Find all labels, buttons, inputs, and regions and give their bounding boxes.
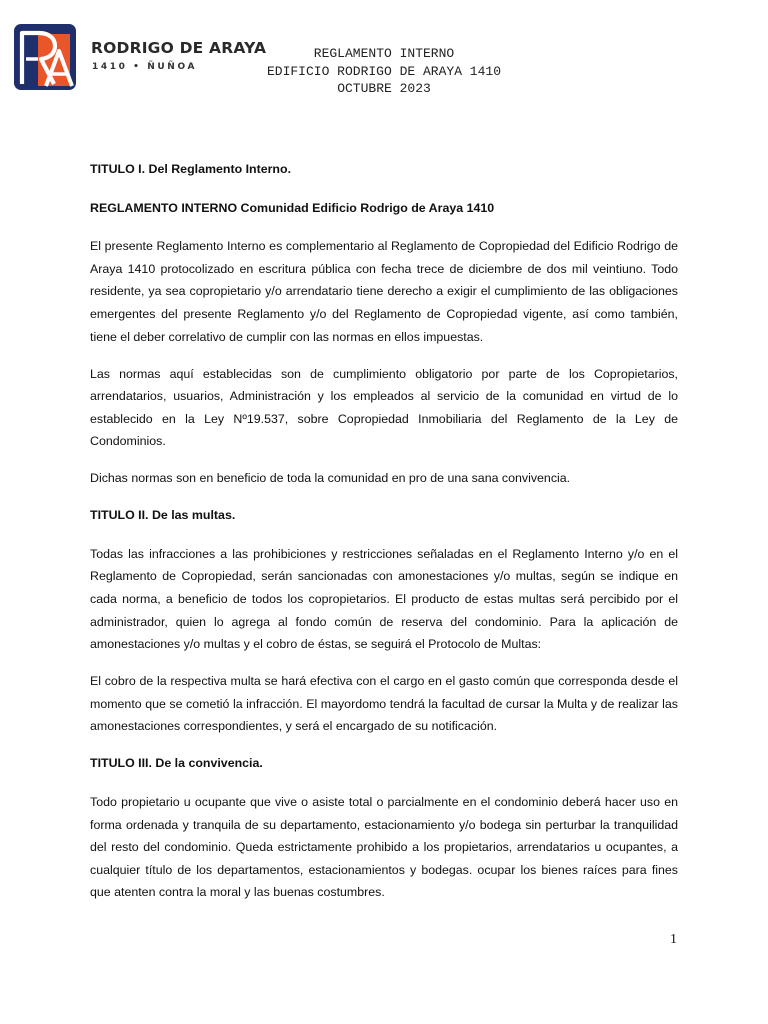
section-heading-titulo-1: TITULO I. Del Reglamento Interno. — [90, 162, 292, 176]
brand-subtitle: 1410 • ÑUÑOA — [92, 62, 198, 72]
paragraph-5: El cobro de la respectiva multa se hará efectiva con el cargo en el gasto común que corresponda desde el momento que se cometió la infracción. El mayordomo tendrá la facultad de cursar la Multa y de realizar las amonestaciones correspondientes, y será el encargado de su notificación. — [90, 674, 678, 734]
page-number: 1 — [670, 932, 677, 947]
section-heading-titulo-2: TITULO II. De las multas. — [90, 508, 236, 523]
subheading-rest: Comunidad Edificio Rodrigo de Araya 1410 — [237, 200, 495, 215]
document-header — [240, 45, 528, 98]
brand-name: RODRIGO DE ARAYA — [91, 39, 267, 57]
paragraph-6: Todo propietario u ocupante que vive o asiste total o parcialmente en el condominio deberá hacer uso en forma ordenada y tranquila de su departamento, estacionamiento y/o bodega sin perturbar la tranquilidad del resto del condominio. Queda estrictamente prohibido a los propietarios, arrendatarios u ocupantes, a cualquier título de los departamentos, estacionamientos y bodegas. ocupar los bienes raíces para fines que atenten contra la moral y las buenas costumbres. — [90, 795, 678, 900]
section-heading-titulo-3: TITULO III. De la convivencia. — [90, 756, 263, 771]
paragraph-1: El presente Reglamento Interno es complementario al Reglamento de Copropiedad del Edificio Rodrigo de Araya 1410 protocolizado en escritura pública con fecha trece de diciembre de dos mil veintiuno. Todo residente, ya sea copropietario y/o arrendatario tiene derecho a exigir el cumplimiento de las obligaciones emergentes del presente Reglamento y/o del Reglamento de Copropiedad vigente, así como también, tiene el deber correlativo de cumplir con las normas en ellos impuestas. — [90, 239, 678, 344]
subheading-bold: REGLAMENTO INTERNO — [90, 200, 238, 215]
header-line-date: OCTUBRE 2023 — [337, 81, 431, 96]
header-line-title: REGLAMENTO INTERNO — [313, 46, 455, 61]
paragraph-4: Todas las infracciones a las prohibiciones y restricciones señaladas en el Reglamento Interno y/o en el Reglamento de Copropiedad, serán sancionadas con amonestaciones y/o multas, según se indique en cada norma, a beneficio de todos los copropietarios. El producto de estas multas será percibido por el administrador, quien lo agrega al fondo común de reserva del condominio. Para la aplicación de amonestaciones y/o multas y el cobro de éstas, se seguirá el Protocolo de Multas: — [90, 546, 678, 652]
section-subheading — [90, 197, 678, 220]
document-body — [90, 158, 678, 918]
logo — [14, 24, 267, 94]
paragraph-2: Las normas aquí establecidas son de cumplimiento obligatorio por parte de los Copropietarios, arrendatarios, usuarios, Administración y los empleados al servicio de la comunidad en virtud de lo establecido en la Ley Nº19.537, sobre Copropiedad Inmobiliaria del Reglamento de la Ley de Condominios. — [90, 366, 678, 449]
logo-monogram-icon — [14, 24, 76, 90]
paragraph-3: Dichas normas son en beneficio de toda la comunidad en pro de una sana convivencia. — [90, 471, 571, 486]
header-line-building: EDIFICIO RODRIGO DE ARAYA 1410 — [266, 63, 502, 79]
